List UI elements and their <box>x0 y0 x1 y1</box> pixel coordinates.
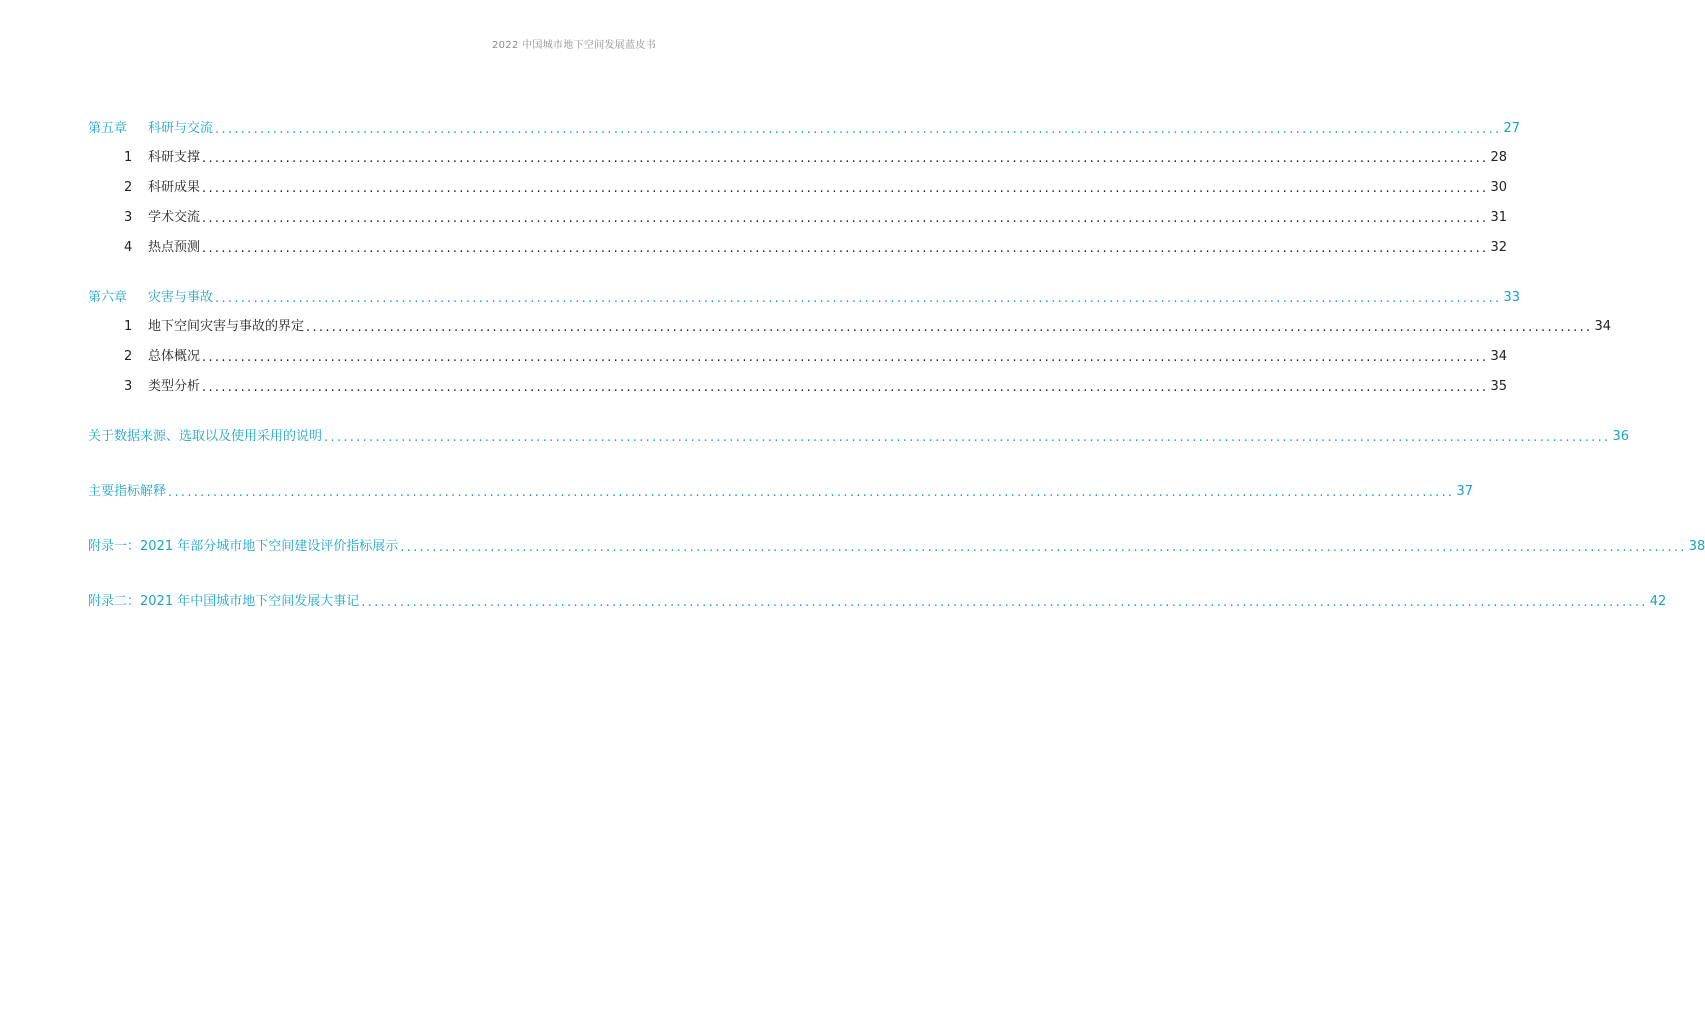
dot-leader: ........................................................................................................................................................................................................ <box>306 320 1593 335</box>
dot-leader: ........................................................................................................................................................................................................ <box>215 122 1502 137</box>
item-number: 2 <box>124 180 133 195</box>
dot-leader: ........................................................................................................................................................................................................ <box>202 380 1489 395</box>
toc-item[interactable] <box>88 173 1508 196</box>
toc-data-source[interactable] <box>88 421 1630 445</box>
item-title: 学术交流 <box>148 210 201 225</box>
dot-leader: ........................................................................................................................................................................................................ <box>324 430 1611 445</box>
dot-leader: ........................................................................................................................................................................................................ <box>361 595 1648 610</box>
entry-title: 主要指标解释 <box>88 484 167 499</box>
page-number: 36 <box>1612 429 1630 444</box>
item-title: 地下空间灾害与事故的界定 <box>148 319 305 334</box>
toc-item[interactable] <box>88 143 1508 166</box>
toc-item[interactable] <box>88 312 1612 335</box>
dot-leader: ........................................................................................................................................................................................................ <box>202 211 1489 226</box>
chapter-number: 第六章 <box>88 290 128 305</box>
dot-leader: ........................................................................................................................................................................................................ <box>202 181 1489 196</box>
page-number: 35 <box>1490 379 1508 394</box>
toc-appendix-2[interactable] <box>88 586 1667 610</box>
page-number: 42 <box>1649 594 1667 609</box>
entry-title: 关于数据来源、选取以及使用采用的说明 <box>88 429 323 444</box>
toc-indicators[interactable] <box>88 476 1474 500</box>
dot-leader: ........................................................................................................................................................................................................ <box>215 291 1502 306</box>
page-number: 31 <box>1490 210 1508 225</box>
toc-appendix-1[interactable] <box>88 531 1705 555</box>
dot-leader: ........................................................................................................................................................................................................ <box>202 350 1489 365</box>
item-number: 4 <box>124 240 133 255</box>
toc-chapter-5[interactable] <box>88 113 1521 137</box>
toc-item[interactable] <box>88 342 1508 365</box>
entry-title: 附录一：2021 年部分城市地下空间建设评价指标展示 <box>88 539 399 554</box>
item-number: 1 <box>124 150 133 165</box>
page-number: 28 <box>1490 150 1508 165</box>
item-number: 3 <box>124 379 133 394</box>
item-title: 热点预测 <box>148 240 201 255</box>
dot-leader: ........................................................................................................................................................................................................ <box>168 485 1455 500</box>
item-title: 总体概况 <box>148 349 201 364</box>
toc-item[interactable] <box>88 203 1508 226</box>
chapter-title: 灾害与事故 <box>148 290 214 305</box>
item-title: 科研支撑 <box>148 150 201 165</box>
dot-leader: ........................................................................................................................................................................................................ <box>400 540 1687 555</box>
toc-item[interactable] <box>88 233 1508 256</box>
table-of-contents <box>88 113 1705 616</box>
dot-leader: ........................................................................................................................................................................................................ <box>202 241 1489 256</box>
page-number: 27 <box>1503 121 1521 136</box>
item-number: 3 <box>124 210 133 225</box>
running-header: 2022 中国城市地下空间发展蓝皮书 <box>491 40 656 51</box>
page-number: 37 <box>1456 484 1474 499</box>
dot-leader: ........................................................................................................................................................................................................ <box>202 151 1489 166</box>
item-title: 类型分析 <box>148 379 201 394</box>
page-number: 34 <box>1490 349 1508 364</box>
toc-chapter-6[interactable] <box>88 282 1521 306</box>
chapter-number: 第五章 <box>88 121 128 136</box>
toc-item[interactable] <box>88 372 1508 395</box>
chapter-title: 科研与交流 <box>148 121 214 136</box>
entry-title: 附录二：2021 年中国城市地下空间发展大事记 <box>88 594 360 609</box>
item-number: 2 <box>124 349 133 364</box>
item-title: 科研成果 <box>148 180 201 195</box>
page-number: 30 <box>1490 180 1508 195</box>
page-number: 34 <box>1594 319 1612 334</box>
page-number: 38 <box>1688 539 1705 554</box>
page-number: 33 <box>1503 290 1521 305</box>
page-number: 32 <box>1490 240 1508 255</box>
item-number: 1 <box>124 319 133 334</box>
